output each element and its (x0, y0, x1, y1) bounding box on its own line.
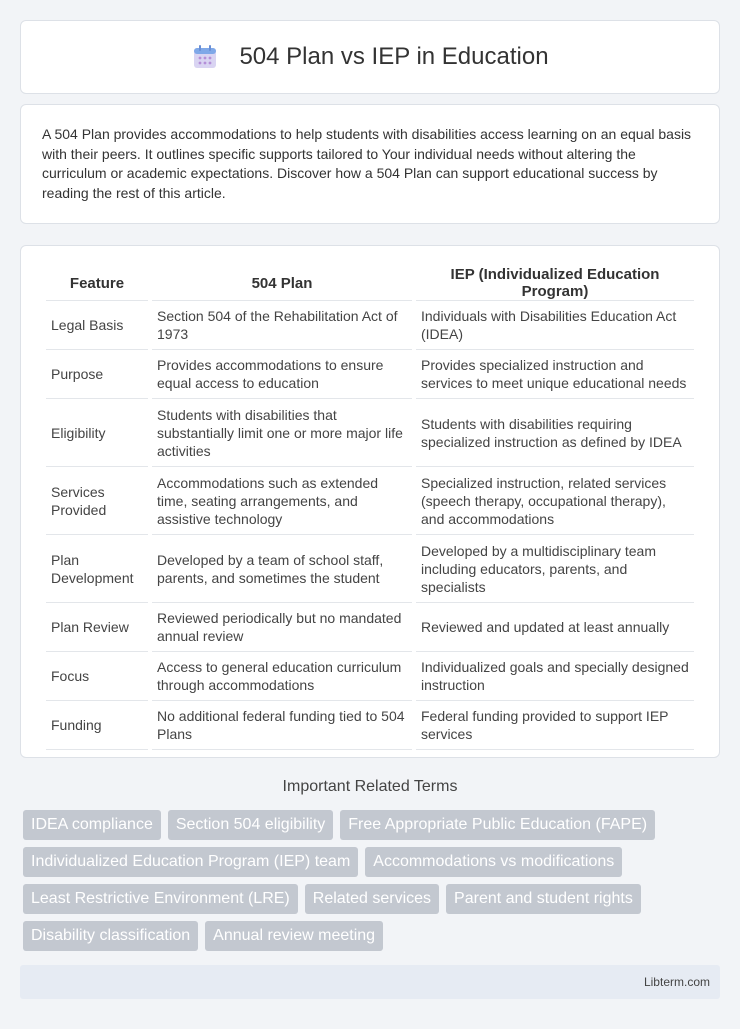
iep-cell: Provides specialized instruction and services to meet unique educational needs (416, 350, 694, 399)
tag-annual-review-meeting[interactable]: Annual review meeting (205, 921, 383, 951)
page-title: 504 Plan vs IEP in Education (239, 43, 549, 70)
feature-cell: Plan Development (46, 535, 148, 603)
iep-cell: Developed by a multidisciplinary team including educators, parents, and specialists (416, 535, 694, 603)
related-terms-tags (23, 810, 723, 951)
table-row (46, 652, 694, 701)
504-cell: Developed by a team of school staff, parents, and sometimes the student (152, 535, 412, 603)
comparison-table-card (20, 245, 720, 758)
iep-cell: Specialized instruction, related services (speech therapy, occupational therapy), and accommodations (416, 467, 694, 535)
iep-cell: Reviewed and updated at least annually (416, 603, 694, 652)
feature-cell: Focus (46, 652, 148, 701)
footer (20, 965, 720, 999)
footer-link[interactable]: Libterm.com (643, 975, 710, 989)
iep-cell: Individualized goals and specially designed instruction (416, 652, 694, 701)
table-row (46, 535, 694, 603)
table-row (46, 350, 694, 399)
504-cell: Access to general education curriculum through accommodations (152, 652, 412, 701)
tag-fape[interactable]: Free Appropriate Public Education (FAPE) (340, 810, 655, 840)
tag-idea-compliance[interactable]: IDEA compliance (23, 810, 161, 840)
504-cell: Section 504 of the Rehabilitation Act of 1973 (152, 301, 412, 350)
504-cell: Provides accommodations to ensure equal access to education (152, 350, 412, 399)
intro-card (20, 104, 720, 224)
header-iep: IEP (Individualized Education Program) (416, 266, 694, 301)
tag-iep-team[interactable]: Individualized Education Program (IEP) team (23, 847, 358, 877)
table-row (46, 701, 694, 750)
tag-related-services[interactable]: Related services (305, 884, 439, 914)
header-feature: Feature (46, 266, 148, 301)
table-row (46, 467, 694, 535)
tag-lre[interactable]: Least Restrictive Environment (LRE) (23, 884, 298, 914)
tag-disability-classification[interactable]: Disability classification (23, 921, 198, 951)
table-header-row (46, 266, 694, 301)
header-card (20, 20, 720, 94)
504-cell: Reviewed periodically but no mandated annual review (152, 603, 412, 652)
intro-text: A 504 Plan provides accommodations to help students with disabilities access learning on an equal basis with their peers. It outlines specific supports tailored to Your individual needs without altering the curriculum or academic expectations. Discover how a 504 Plan can support educational success by reading the rest of this article. (42, 126, 692, 201)
table-row (46, 399, 694, 467)
tag-section-504-eligibility[interactable]: Section 504 eligibility (168, 810, 333, 840)
iep-cell: Individuals with Disabilities Education Act (IDEA) (416, 301, 694, 350)
feature-cell: Eligibility (46, 399, 148, 467)
feature-cell: Plan Review (46, 603, 148, 652)
feature-cell: Services Provided (46, 467, 148, 535)
table-row (46, 301, 694, 350)
header-504-plan: 504 Plan (152, 266, 412, 301)
tag-parent-student-rights[interactable]: Parent and student rights (446, 884, 641, 914)
tag-accommodations-vs-modifications[interactable]: Accommodations vs modifications (365, 847, 622, 877)
iep-cell: Federal funding provided to support IEP services (416, 701, 694, 750)
title-wrap (191, 43, 548, 71)
related-terms-title: Important Related Terms (282, 778, 458, 795)
comparison-table (42, 266, 698, 750)
feature-cell: Legal Basis (46, 301, 148, 350)
504-cell: Accommodations such as extended time, seating arrangements, and assistive technology (152, 467, 412, 535)
iep-cell: Students with disabilities requiring specialized instruction as defined by IDEA (416, 399, 694, 467)
feature-cell: Purpose (46, 350, 148, 399)
table-row (46, 603, 694, 652)
feature-cell: Funding (46, 701, 148, 750)
504-cell: Students with disabilities that substantially limit one or more major life activities (152, 399, 412, 467)
504-cell: No additional federal funding tied to 504 Plans (152, 701, 412, 750)
calendar-icon (191, 43, 219, 71)
